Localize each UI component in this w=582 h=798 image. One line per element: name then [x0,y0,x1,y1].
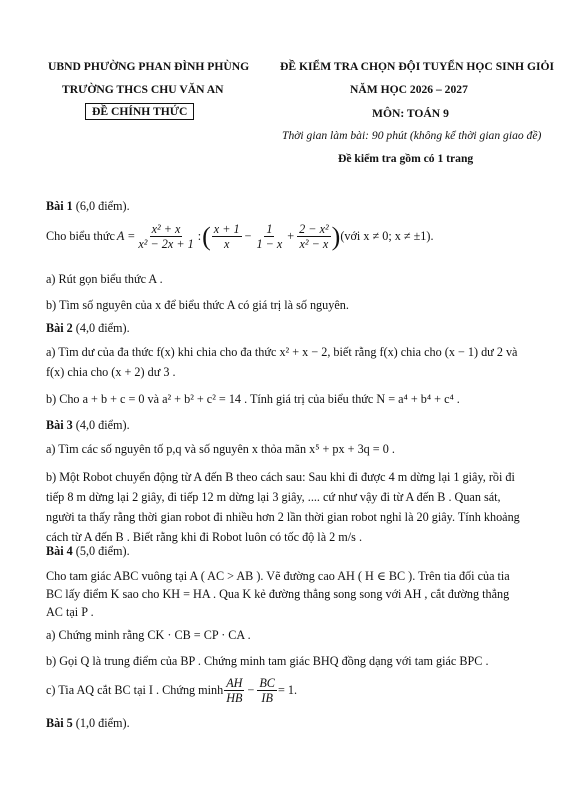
bai4-part-c-text: c) Tia AQ cắt BC tại I . Chứng minh [46,683,224,697]
header-left-org: UBND PHƯỜNG PHAN ĐÌNH PHÙNG [48,60,250,73]
formula-minus-2: − [247,683,255,697]
formula-fraction-1 [136,222,195,251]
formula-fraction-bc-ib [257,676,277,705]
bai4-intro-line1: Cho tam giác ABC vuông tại A ( AC > AB ). Vẽ đường cao AH ( H ∈ BC ). Trên tia đối của tia [46,569,510,583]
formula-fraction-ah-hb [224,676,244,705]
bai3-title: Bài 3 [46,418,73,432]
bai1-intro: Cho biểu thức [46,229,115,243]
formula-paren-open: ( [202,221,211,251]
header-left-badge: ĐỀ CHÍNH THỨC [85,103,194,120]
bai1-expression [46,222,434,251]
formula-fraction-2 [212,222,242,251]
bai4-part-c-end: = 1. [277,683,297,697]
bai3-part-b-line1: b) Một Robot chuyển động từ A đến B theo cách sau: Sau khi đi được 4 m dừng lại 1 giây, rồi đi [46,470,515,484]
bai5-score: (1,0 điểm). [72,716,130,730]
formula-f3-den: 1 − x [256,237,283,251]
formula-f1-num: x² + x [151,222,181,236]
bai3-heading [46,418,130,433]
bai2-heading [46,321,130,336]
bai4-score: (5,0 điểm). [72,544,130,558]
bai4-heading [46,544,130,559]
formula-g2-num: BC [259,676,275,690]
bai4-part-b: b) Gọi Q là trung điểm của BP . Chứng minh tam giác BHQ đồng dạng với tam giác BPC . [46,654,489,668]
formula-fraction-3 [254,222,284,251]
formula-f2-den: x [223,237,230,251]
bai5-heading [46,716,130,731]
header-right-time: Thời gian làm bài: 90 phút (không kể thời gian giao đề) [282,129,542,142]
formula-f1-den: x² − 2x + 1 [138,237,194,251]
formula-g1-den: HB [226,691,243,705]
bai2-part-a-line1: a) Tìm dư của đa thức f(x) khi chia cho đa thức x² + x − 2, biết rằng f(x) chia cho (x − 1) dư 2 và [46,345,518,359]
formula-lhs: A = [116,229,136,243]
header-left-school: TRƯỜNG THCS CHU VĂN AN [62,83,224,96]
bai1-title: Bài 1 [46,199,73,213]
formula-fraction-4 [297,222,330,251]
bai4-intro-line3: AC tại P . [46,605,94,619]
formula-colon: : [197,229,202,243]
bai1-condition: (với x ≠ 0; x ≠ ±1). [340,229,434,243]
bai3-part-b-line2: tiếp 8 m dừng lại 2 giây, đi tiếp 12 m dừng lại 3 giây, .... cứ như vậy đi từ A đến B . Quan sát, [46,490,501,504]
bai1-part-b: b) Tìm số nguyên của x để biểu thức A có giá trị là số nguyên. [46,298,349,312]
header-right-title: ĐỀ KIỂM TRA CHỌN ĐỘI TUYỂN HỌC SINH GIỎI [280,60,555,73]
formula-f4-num: 2 − x² [299,222,329,236]
header-right-pages: Đề kiểm tra gồm có 1 trang [338,152,474,165]
formula-g1-num: AH [226,676,243,690]
bai1-part-a: a) Rút gọn biểu thức A . [46,272,163,286]
bai2-part-a-line2: f(x) chia cho (x + 2) dư 3 . [46,365,176,379]
bai3-part-a: a) Tìm các số nguyên tố p,q và số nguyên x thỏa mãn x⁵ + px + 3q = 0 . [46,442,395,456]
formula-plus: + [287,229,295,243]
bai3-part-b-line3: người ta thấy rằng thời gian robot đi nhiều hơn 2 lần thời gian robot nghỉ là 20 giây. Tính khoảng [46,510,520,524]
bai4-intro-line2: BC lấy điểm K sao cho KH = HA . Qua K kẻ đường thẳng song song với AH , cắt đường thẳng [46,587,510,601]
formula-f2-num: x + 1 [213,222,240,236]
bai2-title: Bài 2 [46,321,73,335]
bai5-title: Bài 5 [46,716,73,730]
bai1-score: (6,0 điểm). [72,199,130,213]
bai3-part-b-line4: cách từ A đến B . Biết rằng khi đi Robot luôn có tốc độ là 2 m/s . [46,530,362,544]
formula-f4-den: x² − x [299,237,329,251]
bai4-part-c [46,676,297,705]
bai2-score: (4,0 điểm). [72,321,130,335]
bai4-part-a: a) Chứng minh rằng CK · CB = CP · CA . [46,628,251,642]
formula-paren-close: ) [331,221,341,251]
header-right-year: NĂM HỌC 2026 – 2027 [350,83,468,96]
header-right-subject: MÔN: TOÁN 9 [372,107,449,120]
bai3-score: (4,0 điểm). [72,418,130,432]
bai4-title: Bài 4 [46,544,73,558]
bai1-heading [46,199,130,214]
formula-f3-num: 1 [266,222,273,236]
formula-minus: − [244,229,252,243]
bai2-part-b: b) Cho a + b + c = 0 và a² + b² + c² = 14 . Tính giá trị của biểu thức N = a⁴ + b⁴ + c⁴ . [46,392,460,406]
formula-g2-den: IB [261,691,273,705]
